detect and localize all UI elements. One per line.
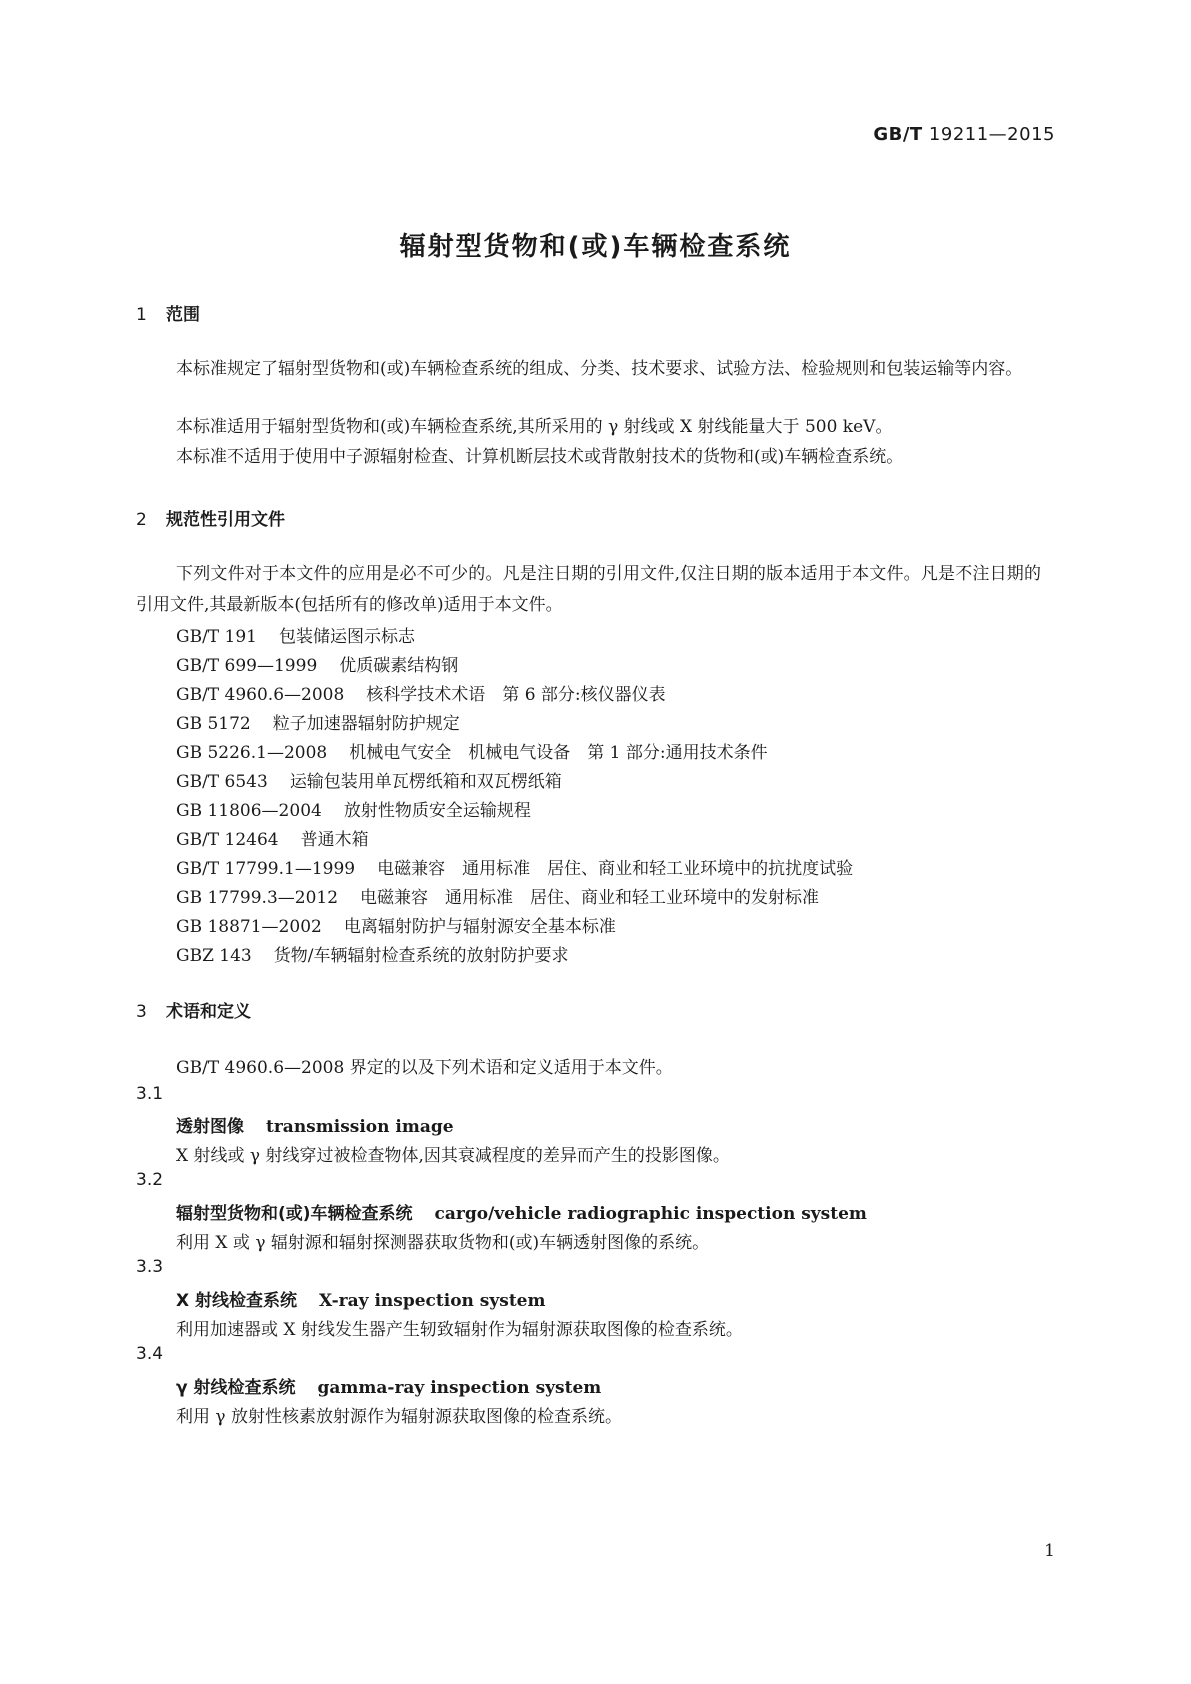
page-number: 1: [1044, 1541, 1055, 1561]
reference-code: GB 5226.1—2008: [176, 743, 328, 763]
reference-item: [176, 854, 853, 879]
section-title: 术语和定义: [166, 1002, 251, 1022]
term-number: 3.4: [136, 1344, 164, 1364]
reference-title: 电离辐射防护与辐射源安全基本标准: [343, 917, 616, 937]
term-heading: [176, 1373, 601, 1398]
term-en: X-ray inspection system: [319, 1291, 546, 1311]
reference-item: [176, 651, 458, 676]
term-en: transmission image: [266, 1117, 454, 1137]
standard-number: 19211—2015: [928, 124, 1055, 145]
term-number: 3.2: [136, 1170, 164, 1190]
reference-code: GB/T 699—1999: [176, 656, 318, 676]
section-1-heading: [136, 300, 200, 325]
reference-code: GB/T 4960.6—2008: [176, 685, 345, 705]
term-zh: 透射图像: [176, 1117, 244, 1137]
paragraph: 本标准不适用于使用中子源辐射检查、计算机断层技术或背散射技术的货物和(或)车辆检查系统。: [176, 447, 904, 467]
reference-title: 机械电气安全 机械电气设备 第 1 部分:通用技术条件: [349, 743, 768, 763]
paragraph: GB/T 4960.6—2008 界定的以及下列术语和定义适用于本文件。: [176, 1058, 673, 1078]
reference-title: 粒子加速器辐射防护规定: [272, 714, 460, 734]
reference-title: 优质碳素结构钢: [339, 656, 459, 676]
section-number: 2: [136, 510, 147, 530]
reference-title: 放射性物质安全运输规程: [343, 801, 531, 821]
section-3-heading: [136, 997, 251, 1022]
section-title: 范围: [166, 305, 200, 325]
reference-item: [176, 796, 531, 821]
reference-title: 普通木箱: [300, 830, 369, 850]
reference-title: 运输包装用单瓦楞纸箱和双瓦楞纸箱: [289, 772, 562, 792]
term-definition: 利用加速器或 X 射线发生器产生轫致辐射作为辐射源获取图像的检查系统。: [176, 1320, 743, 1340]
reference-item: [176, 825, 369, 850]
reference-code: GB 17799.3—2012: [176, 888, 339, 908]
reference-code: GBZ 143: [176, 946, 252, 966]
section-number: 1: [136, 305, 147, 325]
reference-title: 电磁兼容 通用标准 居住、商业和轻工业环境中的抗扰度试验: [377, 859, 854, 879]
term-number: 3.1: [136, 1084, 164, 1104]
reference-code: GB/T 12464: [176, 830, 279, 850]
term-definition: 利用 γ 放射性核素放射源作为辐射源获取图像的检查系统。: [176, 1407, 622, 1427]
standard-prefix: GB/T: [873, 124, 923, 145]
reference-title: 货物/车辆辐射检查系统的放射防护要求: [273, 946, 569, 966]
reference-code: GB/T 191: [176, 627, 257, 647]
reference-title: 电磁兼容 通用标准 居住、商业和轻工业环境中的发射标准: [360, 888, 820, 908]
term-number: 3.3: [136, 1257, 164, 1277]
term-heading: [176, 1112, 454, 1137]
term-definition: X 射线或 γ 射线穿过被检查物体,因其衰减程度的差异而产生的投影图像。: [176, 1146, 730, 1166]
reference-item: [176, 912, 616, 937]
reference-code: GB/T 17799.1—1999: [176, 859, 356, 879]
paragraph: 本标准适用于辐射型货物和(或)车辆检查系统,其所采用的 γ 射线或 X 射线能量大于 500 keV。: [176, 417, 893, 437]
reference-title: 包装储运图示标志: [279, 627, 415, 647]
term-en: cargo/vehicle radiographic inspection system: [434, 1204, 867, 1224]
section-number: 3: [136, 1002, 147, 1022]
reference-code: GB/T 6543: [176, 772, 268, 792]
reference-code: GB 5172: [176, 714, 251, 734]
term-zh: 辐射型货物和(或)车辆检查系统: [176, 1204, 413, 1224]
term-heading: [176, 1199, 867, 1224]
term-heading: [176, 1286, 546, 1311]
standard-identifier: [873, 124, 1055, 145]
reference-item: [176, 680, 666, 705]
reference-item: [176, 738, 768, 763]
term-definition: 利用 X 或 γ 辐射源和辐射探测器获取货物和(或)车辆透射图像的系统。: [176, 1233, 710, 1253]
term-zh: γ 射线检查系统: [176, 1378, 296, 1398]
reference-item: [176, 883, 819, 908]
reference-code: GB 18871—2002: [176, 917, 322, 937]
section-2-heading: [136, 505, 285, 530]
reference-item: [176, 709, 460, 734]
document-title: 辐射型货物和(或)车辆检查系统: [399, 232, 792, 262]
paragraph: 本标准规定了辐射型货物和(或)车辆检查系统的组成、分类、技术要求、试验方法、检验规则和包装运输等内容。: [176, 359, 1023, 379]
reference-item: [176, 941, 568, 966]
reference-title: 核科学技术术语 第 6 部分:核仪器仪表: [366, 685, 666, 705]
reference-item: [176, 622, 415, 647]
reference-item: [176, 767, 562, 792]
reference-code: GB 11806—2004: [176, 801, 322, 821]
term-zh: X 射线检查系统: [176, 1291, 298, 1311]
paragraph: 下列文件对于本文件的应用是必不可少的。凡是注日期的引用文件,仅注日期的版本适用于本文件。凡是不注日期的引用文件,其最新版本(包括所有的修改单)适用于本文件。: [136, 564, 1041, 615]
term-en: gamma-ray inspection system: [317, 1378, 602, 1398]
section-title: 规范性引用文件: [166, 510, 285, 530]
